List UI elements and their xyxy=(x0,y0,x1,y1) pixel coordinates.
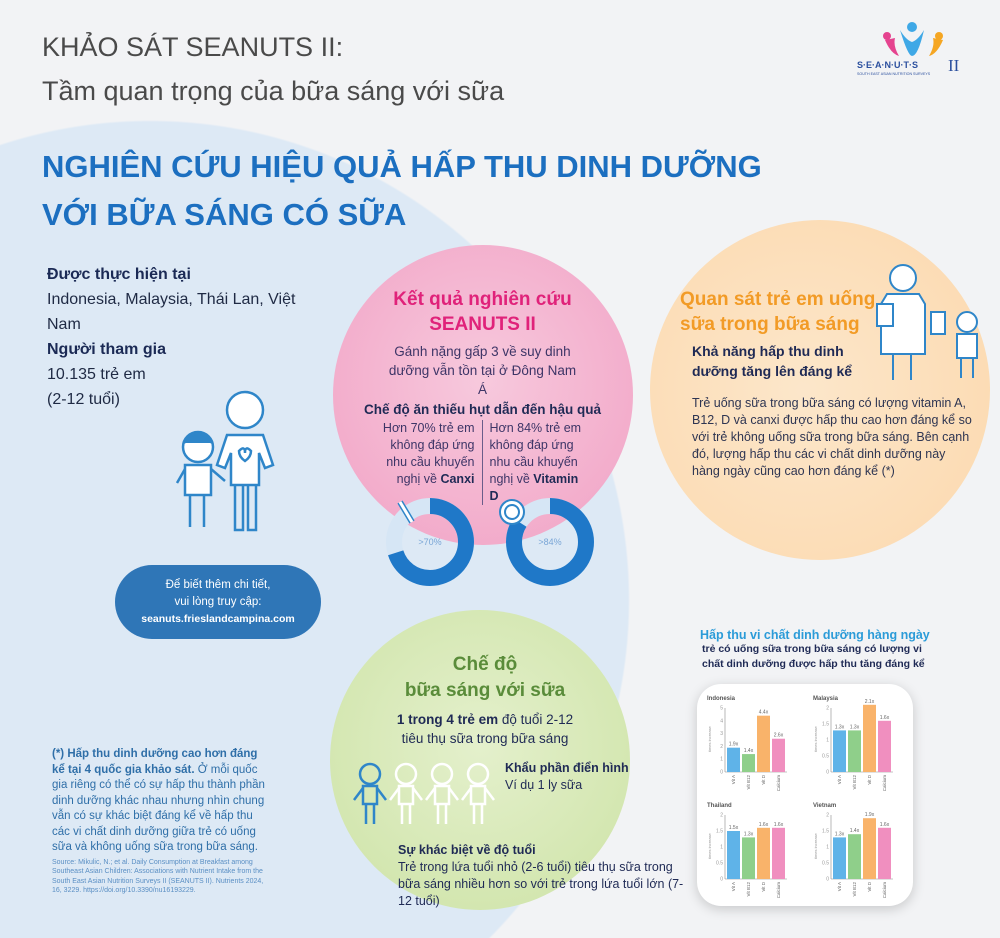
bar-value-label: 1.4x xyxy=(849,828,860,835)
bar-value-label: 1.9x xyxy=(728,741,739,748)
x-tick-label: Vit B12 xyxy=(852,775,857,790)
chart-thailand xyxy=(703,799,803,904)
sun-icon xyxy=(500,500,524,524)
y-tick-label: 1.5 xyxy=(716,828,723,835)
y-tick-label: 0.5 xyxy=(716,860,723,867)
bar-calcium xyxy=(772,739,785,772)
heading-line-1: NGHIÊN CỨU HIỆU QUẢ HẤP THU DINH DƯỠNG xyxy=(42,149,762,184)
logo-tagline: SOUTH EAST ASIAN NUTRITION SURVEYS xyxy=(857,72,931,76)
participants-label: Người tham gia xyxy=(47,341,166,358)
x-tick-label: Vit A xyxy=(837,775,842,785)
vitamin-d-stat: Hơn 84% trẻ em không đáp ứng nhu cầu khuyến nghị về Vitamin D xyxy=(489,421,582,503)
typical-serving xyxy=(505,760,655,794)
bar-calcium xyxy=(772,828,785,879)
chart-title: Thailand xyxy=(707,803,732,809)
children-ratio-icons xyxy=(352,760,497,830)
y-tick-label: 1 xyxy=(720,844,723,851)
chart-title: Indonesia xyxy=(707,696,736,702)
bar-vit-d xyxy=(863,818,876,879)
results-deficit: Chế độ ăn thiếu hụt dẫn đến hậu quả xyxy=(364,402,601,417)
bar-vit-a xyxy=(727,748,740,772)
x-tick-label: Calcium xyxy=(776,775,781,792)
y-tick-label: 2 xyxy=(720,743,723,750)
results-section xyxy=(345,287,620,505)
bar-value-label: 1.6x xyxy=(758,821,769,828)
survey-subtitle: Tầm quan trọng của bữa sáng với sữa xyxy=(42,76,505,106)
logo-wordmark: S·E·A·N·U·T·S xyxy=(857,60,918,70)
cta-url[interactable]: seanuts.frieslandcampina.com xyxy=(141,613,295,625)
y-tick-label: 3 xyxy=(720,731,723,738)
y-axis-label: times increase xyxy=(707,833,712,859)
observation-body: Trẻ uống sữa trong bữa sáng có lượng vitamin A, B12, D và canxi được hấp thu cao hơn đáng kể so với trẻ không uống sữa trong bữa sáng. Bên cạnh đó, lượng hấp thu các vi chất dinh dưỡng này hàng ngày cũng cao hơn đáng kể (*) xyxy=(692,396,972,478)
logo-figures-icon xyxy=(855,18,970,78)
absorption-subtitle: trẻ có uống sữa trong bữa sáng có lượng vi chất dinh dưỡng được hấp thu tăng đáng kể xyxy=(702,643,925,670)
bar-value-label: 1.3x xyxy=(743,831,754,838)
chart-malaysia xyxy=(809,692,909,797)
x-tick-label: Vit D xyxy=(761,775,766,785)
y-tick-label: 4 xyxy=(720,718,723,725)
page-heading xyxy=(42,143,802,239)
x-tick-label: Calcium xyxy=(882,882,887,899)
results-title-2: SEANUTS II xyxy=(429,314,536,335)
bar-vit-b12 xyxy=(848,730,861,772)
breakfast-title-1: Chế độ xyxy=(452,654,518,675)
x-tick-label: Vit A xyxy=(731,882,736,892)
bar-value-label: 1.9x xyxy=(864,812,875,819)
age-label: Sự khác biệt về độ tuổi xyxy=(398,843,536,857)
y-tick-label: 1 xyxy=(826,737,829,744)
observation-subtitle: Khả năng hấp thu dinh dưỡng tăng lên đáng kể xyxy=(692,343,853,379)
locations: Indonesia, Malaysia, Thái Lan, Việt Nam xyxy=(47,291,296,333)
x-tick-label: Vit A xyxy=(837,882,842,892)
x-tick-label: Vit B12 xyxy=(746,882,751,897)
y-tick-label: 0 xyxy=(826,769,829,776)
bar-calcium xyxy=(878,828,891,879)
x-tick-label: Vit D xyxy=(867,775,872,785)
seanuts-logo xyxy=(855,18,970,78)
x-tick-label: Vit D xyxy=(761,882,766,892)
absorption-panel-header xyxy=(700,628,950,672)
child-icon xyxy=(426,764,458,824)
bar-vit-d xyxy=(757,828,770,879)
bar-value-label: 1.5x xyxy=(728,825,739,831)
x-tick-label: Calcium xyxy=(882,775,887,792)
breakfast-section xyxy=(350,652,620,748)
bar-value-label: 1.3x xyxy=(849,724,860,731)
calcium-stat: Hơn 70% trẻ em không đáp ứng nhu cầu khuyến nghị về Canxi xyxy=(378,420,483,505)
source-citation: Source: Mikulic, N.; et al. Daily Consumption at Breakfast among Southeast Asian Children: Associations with Nutrient Intake from the South East Asian Nutrition Surveys II (SEANUTS II). Nutrients 2024, 16, 3229. https://doi.org/10.3390/nu16193229. xyxy=(52,858,264,894)
bar-value-label: 2.1x xyxy=(864,698,875,705)
survey-title: KHẢO SÁT SEANUTS II: xyxy=(42,32,344,62)
y-axis-label: times increase xyxy=(813,726,818,752)
y-tick-label: 0.5 xyxy=(822,753,829,760)
cta-line-1: Để biết thêm chi tiết, xyxy=(165,579,271,591)
x-tick-label: Vit D xyxy=(867,882,872,892)
typical-label: Khẩu phần điển hình xyxy=(505,761,629,775)
breakfast-stat: 1 trong 4 trẻ em độ tuổi 2-12 xyxy=(396,712,574,727)
doctor-child-illustration-icon xyxy=(875,262,985,382)
children-illustration-icon xyxy=(170,385,300,545)
donut-label: >84% xyxy=(538,537,562,547)
bar-value-label: 1.3x xyxy=(834,831,845,838)
y-tick-label: 1.5 xyxy=(822,828,829,835)
bar-vit-d xyxy=(757,716,770,772)
location-label: Được thực hiện tại xyxy=(47,266,191,283)
breakfast-stat-line2: tiêu thụ sữa trong bữa sáng xyxy=(401,731,569,746)
bar-vit-a xyxy=(833,730,846,772)
footnote: (*) Hấp thu dinh dưỡng cao hơn đáng kể tại 4 quốc gia khảo sát. Ở mỗi quốc gia riêng có thể có sự hấp thu thành phần dinh dưỡng khác nhau nhưng nhìn chung vẫn có sự khác biệt đáng kể về hấp thu các vi chất dinh dưỡng giữa trẻ có uống sữa và không uống sữa trong bữa sáng. Source: Mikulic, N.; et al. Daily Consumption at Breakfast among Southeast Asian Children: Associations with Nutrient Intake from the South East Asian Nutrition Surveys II (SEANUTS II). Nutrients 2024, 16, 3229. https://doi.org/10.3390/nu16193229. xyxy=(52,747,272,896)
cta-line-2: vui lòng truy cập: xyxy=(174,596,262,608)
child-icon xyxy=(462,764,494,824)
x-tick-label: Calcium xyxy=(776,882,781,899)
y-tick-label: 0.5 xyxy=(822,860,829,867)
bar-calcium xyxy=(878,721,891,772)
logo-numeral: II xyxy=(948,56,960,75)
child-icon xyxy=(390,764,422,824)
bar-value-label: 1.6x xyxy=(879,714,890,721)
typical-example: Ví dụ 1 ly sữa xyxy=(505,778,583,792)
bar-value-label: 2.6x xyxy=(773,732,784,739)
absorption-charts-panel xyxy=(697,684,913,906)
x-tick-label: Vit B12 xyxy=(746,775,751,790)
bar-value-label: 1.6x xyxy=(773,821,784,828)
y-tick-label: 0 xyxy=(720,876,723,883)
y-tick-label: 0 xyxy=(826,876,829,883)
x-tick-label: Vit B12 xyxy=(852,882,857,897)
bar-vit-b12 xyxy=(742,837,755,879)
age-difference xyxy=(398,842,688,910)
y-tick-label: 1 xyxy=(826,844,829,851)
observation-section xyxy=(680,287,890,381)
results-title-1: Kết quả nghiên cứu xyxy=(393,289,572,310)
donut-charts xyxy=(380,490,610,590)
y-tick-label: 1 xyxy=(720,756,723,763)
participants-age: (2-12 tuổi) xyxy=(47,391,120,408)
bar-value-label: 1.6x xyxy=(879,821,890,828)
chart-vietnam xyxy=(809,799,909,904)
bar-value-label: 1.4x xyxy=(743,748,754,755)
y-tick-label: 0 xyxy=(720,769,723,776)
absorption-title: Hấp thu vi chất dinh dưỡng hàng ngày xyxy=(700,628,930,642)
bar-vit-b12 xyxy=(742,754,755,772)
age-text: Trẻ trong lứa tuổi nhỏ (2-6 tuổi) tiêu thụ sữa trong bữa sáng nhiều hơn so với trẻ trong lứa tuổi lớn (7-12 tuổi) xyxy=(398,860,684,908)
y-tick-label: 5 xyxy=(720,705,723,712)
y-tick-label: 2 xyxy=(826,812,829,819)
observation-title: Quan sát trẻ em uống sữa trong bữa sáng xyxy=(680,289,876,335)
bar-vit-a xyxy=(727,831,740,879)
donut-label: >70% xyxy=(418,537,442,547)
y-axis-label: times increase xyxy=(707,726,712,752)
bar-value-label: 1.3x xyxy=(834,724,845,731)
chart-title: Malaysia xyxy=(813,696,839,702)
y-axis-label: times increase xyxy=(813,833,818,859)
x-tick-label: Vit A xyxy=(731,775,736,785)
y-tick-label: 1.5 xyxy=(822,721,829,728)
bar-value-label: 4.4x xyxy=(758,709,769,716)
chart-indonesia xyxy=(703,692,803,797)
more-info-link[interactable] xyxy=(115,565,321,639)
results-burden: Gánh nặng gấp 3 về suy dinh dưỡng vẫn tồn tại ở Đông Nam Á xyxy=(388,344,577,397)
heading-line-2: VỚI BỮA SÁNG CÓ SỮA xyxy=(42,197,407,232)
bar-vit-b12 xyxy=(848,834,861,879)
y-tick-label: 2 xyxy=(826,705,829,712)
y-tick-label: 2 xyxy=(720,812,723,819)
breakfast-title-2: bữa sáng với sữa xyxy=(404,680,566,701)
child-icon xyxy=(354,764,386,824)
bar-vit-d xyxy=(863,705,876,772)
chart-title: Vietnam xyxy=(813,803,837,809)
bar-vit-a xyxy=(833,837,846,879)
participants-count: 10.135 trẻ em xyxy=(47,366,146,383)
